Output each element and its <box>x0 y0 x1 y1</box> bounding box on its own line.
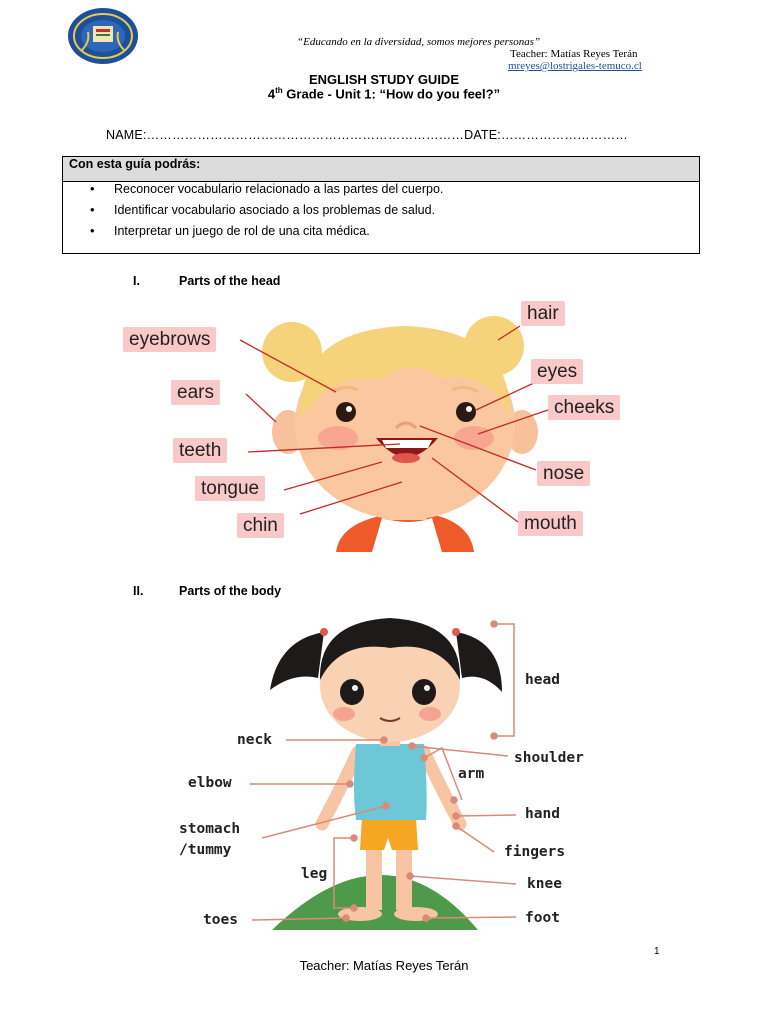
label-teeth: teeth <box>173 438 227 463</box>
page-subtitle <box>0 86 768 101</box>
page-number: 1 <box>654 946 660 957</box>
label-fingers: fingers <box>504 844 566 860</box>
label-eyes: eyes <box>531 359 583 384</box>
list-item: • Reconocer vocabulario relacionado a las partes del cuerpo. <box>63 181 699 202</box>
label-hair: hair <box>521 301 565 326</box>
objectives-box <box>62 156 700 254</box>
label-elbow: elbow <box>188 775 232 791</box>
label-ears: ears <box>171 380 220 405</box>
teacher-email-link[interactable]: mreyes@lostrigales-temuco.cl <box>508 60 642 72</box>
label-arm: arm <box>458 766 485 782</box>
label-cheeks: cheeks <box>548 395 620 420</box>
label-mouth: mouth <box>518 511 583 536</box>
label-neck: neck <box>237 732 272 748</box>
name-date-line: NAME:…………………………………………………………………DATE:………………………… <box>106 128 628 142</box>
label-tummy: /tummy <box>179 842 232 858</box>
section-number-2: II. <box>133 584 144 598</box>
label-hand: hand <box>525 806 560 822</box>
page-title: ENGLISH STUDY GUIDE <box>308 72 459 87</box>
section-title-1: Parts of the head <box>179 274 281 288</box>
objectives-heading: Con esta guía podrás: <box>63 157 699 182</box>
list-item: • Identificar vocabulario asociado a los problemas de salud. <box>63 202 699 223</box>
label-toes: toes <box>203 912 238 928</box>
list-item: • Interpretar un juego de rol de una cita médica. <box>63 223 699 244</box>
grade-number: 4 <box>267 86 276 102</box>
objectives-list <box>63 181 699 244</box>
label-shoulder: shoulder <box>514 750 584 766</box>
footer-teacher: Teacher: Matías Reyes Terán <box>299 958 469 973</box>
grade-ordinal: th <box>275 86 283 95</box>
label-eyebrows: eyebrows <box>123 327 216 352</box>
label-stomach: stomach <box>179 821 241 837</box>
label-leg: leg <box>301 866 328 882</box>
school-motto: “Educando en la diversidad, somos mejores personas” <box>297 36 541 48</box>
label-chin: chin <box>237 513 284 538</box>
teacher-name: Teacher: Matías Reyes Terán <box>510 48 638 60</box>
section-title-2: Parts of the body <box>179 584 282 598</box>
unit-title: Grade - Unit 1: “How do you feel?” <box>282 86 501 102</box>
label-foot: foot <box>525 910 560 926</box>
label-nose: nose <box>537 461 590 486</box>
label-tongue: tongue <box>195 476 265 501</box>
label-head: head <box>525 672 560 688</box>
label-knee: knee <box>527 876 562 892</box>
section-number-1: I. <box>133 274 140 288</box>
school-logo <box>66 6 140 66</box>
